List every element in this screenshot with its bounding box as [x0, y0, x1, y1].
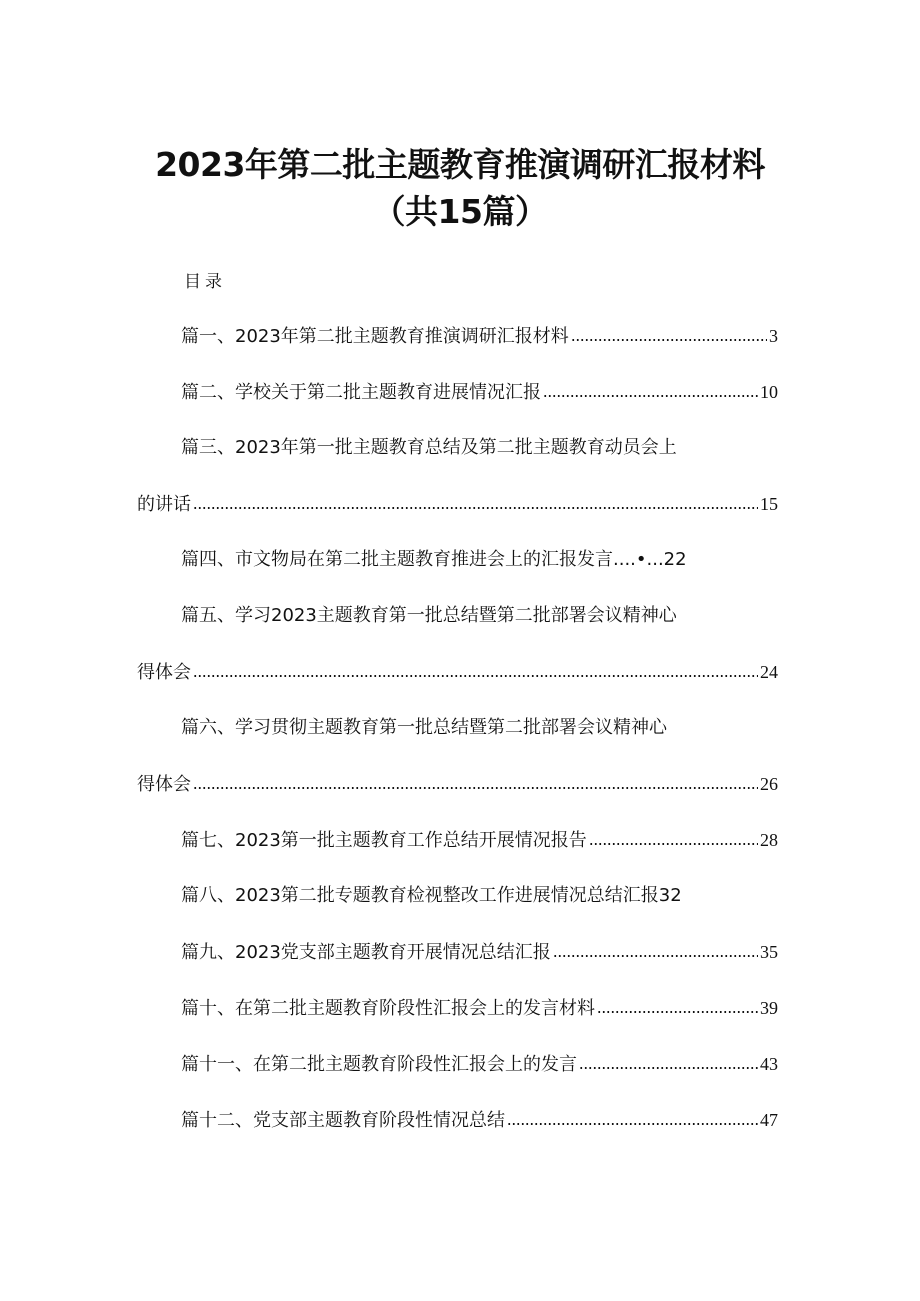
toc-entry-12[interactable] [181, 1106, 778, 1135]
toc-entry-6[interactable] [181, 714, 667, 742]
toc-entry-title: 篇七、2023第一批主题教育工作总结开展情况报告 [181, 830, 587, 851]
toc-entry-title: 篇三、2023年第一批主题教育总结及第二批主题教育动员会上 [181, 437, 677, 458]
dot-leader [597, 994, 758, 1014]
dot-leader [507, 1106, 758, 1126]
toc-entry-title: 篇八、2023第二批专题教育检视整改工作进展情况总结汇报32 [181, 885, 682, 906]
toc-entry-title: 篇五、学习2023主题教育第一批总结暨第二批部署会议精神心 [181, 605, 677, 626]
toc-entry-title: 篇六、学习贯彻主题教育第一批总结暨第二批部署会议精神心 [181, 717, 667, 738]
toc-entry-page: 43 [760, 1054, 778, 1074]
toc-entry-title: 篇十二、党支部主题教育阶段性情况总结 [181, 1110, 505, 1131]
toc-entry-7[interactable] [181, 826, 778, 855]
document-title-line-1: 2023年第二批主题教育推演调研汇报材料 [155, 145, 765, 184]
toc-entry-page: 24 [760, 662, 778, 682]
toc-entry-page: 39 [760, 998, 778, 1018]
dot-leader [589, 826, 758, 846]
toc-entry-3[interactable] [181, 434, 677, 462]
dot-leader [543, 378, 758, 398]
toc-entry-title: 篇二、学校关于第二批主题教育进展情况汇报 [181, 382, 541, 403]
toc-heading: 目录 [184, 272, 226, 292]
toc-entry-page: 15 [760, 494, 778, 514]
toc-entry-11[interactable] [181, 1050, 778, 1079]
toc-entry-5-continuation[interactable] [137, 658, 778, 687]
toc-entry-page: 28 [760, 830, 778, 850]
dot-leader [579, 1050, 758, 1070]
toc-entry-4[interactable] [181, 546, 687, 574]
toc-entry-page: 3 [769, 326, 778, 346]
toc-entry-8[interactable] [181, 882, 682, 910]
toc-entry-title-cont: 得体会 [137, 774, 191, 795]
dot-leader [193, 658, 758, 678]
toc-entry-title-cont: 的讲话 [137, 494, 191, 515]
toc-entry-title: 篇一、2023年第二批主题教育推演调研汇报材料 [181, 326, 569, 347]
toc-entry-5[interactable] [181, 602, 677, 630]
toc-entry-10[interactable] [181, 994, 778, 1023]
toc-entry-1[interactable] [181, 322, 778, 351]
toc-entry-title: 篇十一、在第二批主题教育阶段性汇报会上的发言 [181, 1054, 577, 1075]
dot-leader [571, 322, 767, 342]
toc-entry-page: 35 [760, 942, 778, 962]
document-title-line-2: （共15篇） [372, 192, 548, 231]
toc-entry-9[interactable] [181, 938, 778, 967]
toc-entry-title: 篇十、在第二批主题教育阶段性汇报会上的发言材料 [181, 998, 595, 1019]
toc-entry-page: 26 [760, 774, 778, 794]
toc-entry-6-continuation[interactable] [137, 770, 778, 799]
toc-entry-page: 10 [760, 382, 778, 402]
dot-leader [553, 938, 758, 958]
toc-entry-2[interactable] [181, 378, 778, 407]
toc-entry-3-continuation[interactable] [137, 490, 778, 519]
toc-entry-title: 篇四、市文物局在第二批主题教育推进会上的汇报发言....•...22 [181, 549, 687, 570]
dot-leader [193, 770, 758, 790]
toc-entry-page: 47 [760, 1110, 778, 1130]
toc-entry-title-cont: 得体会 [137, 662, 191, 683]
toc-entry-title: 篇九、2023党支部主题教育开展情况总结汇报 [181, 942, 551, 963]
dot-leader [193, 490, 758, 510]
